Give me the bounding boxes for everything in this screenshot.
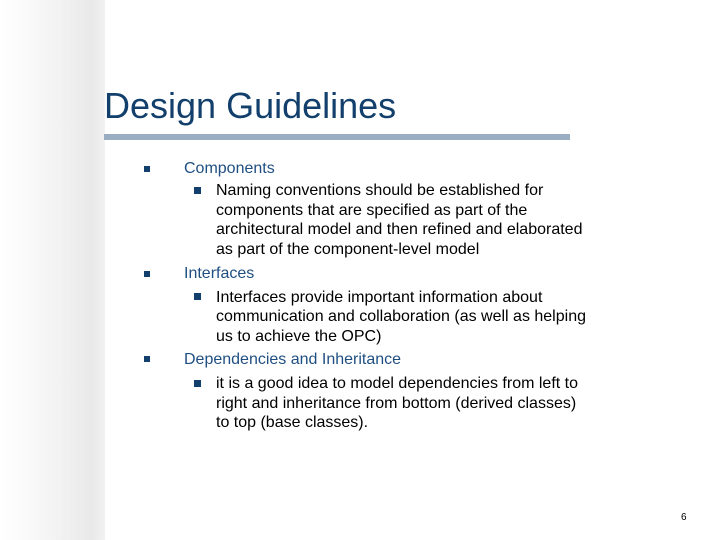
sub-bullet-square-icon xyxy=(194,293,201,300)
sub-bullet-line: it is a good idea to model dependencies from left to xyxy=(216,375,578,392)
sub-bullet-line: Naming conventions should be established for xyxy=(216,182,544,199)
title-underline xyxy=(104,134,570,140)
bullet-square-icon xyxy=(144,356,150,362)
sub-bullet-square-icon xyxy=(194,187,201,194)
bullet-dependencies-label: Dependencies and Inheritance xyxy=(184,350,402,368)
sub-bullet-line: architectural model and then refined and elaborated xyxy=(216,221,583,238)
sub-bullet-line: us to achieve the OPC) xyxy=(216,327,382,345)
bullet-components-label: Components xyxy=(184,160,275,177)
sub-bullet-line: components that are specified as part of the xyxy=(216,201,528,219)
page-number: 6 xyxy=(681,512,687,523)
sub-bullet-line: Interfaces provide important information about xyxy=(216,288,543,306)
sub-bullet-line: right and inheritance from bottom (derived classes) xyxy=(216,394,577,412)
left-edge-gradient xyxy=(0,0,105,540)
bullet-square-icon xyxy=(144,271,150,277)
sub-bullet-line: to top (base classes). xyxy=(216,414,369,431)
slide-title: Design Guidelines xyxy=(104,85,397,126)
bullet-interfaces-label: Interfaces xyxy=(184,265,255,282)
sub-bullet-square-icon xyxy=(194,380,201,387)
sub-bullet-line: communication and collaboration (as well as helping xyxy=(216,308,586,325)
sub-bullet-line: as part of the component-level model xyxy=(216,240,480,258)
bullet-square-icon xyxy=(144,166,150,172)
